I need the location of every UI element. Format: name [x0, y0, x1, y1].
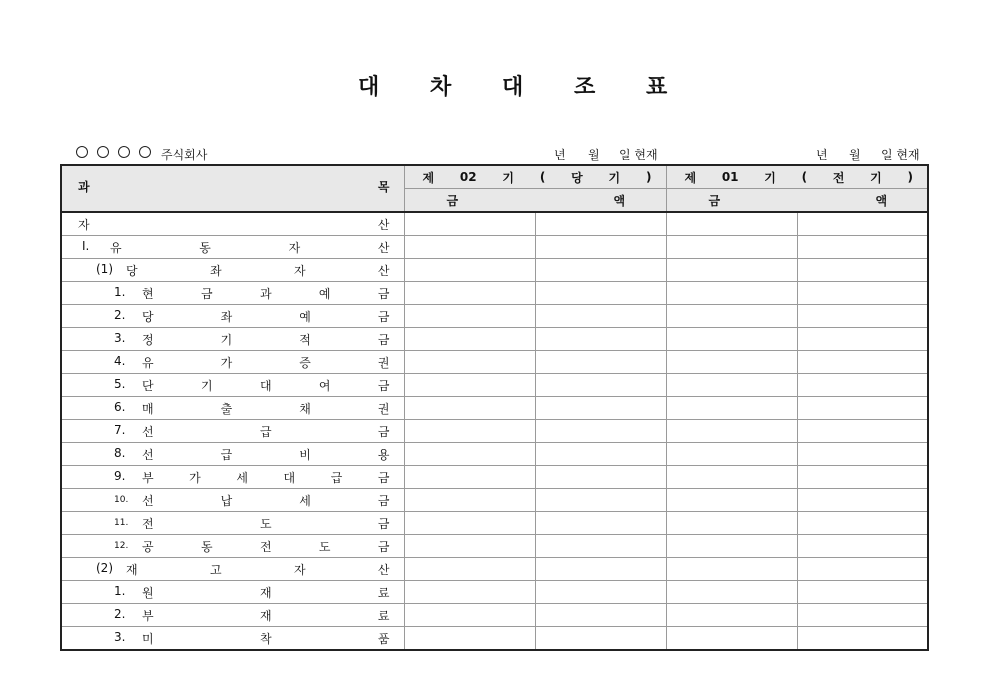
- account-char: 선: [142, 493, 154, 508]
- current-amount-cell[interactable]: [404, 581, 535, 604]
- period-char: ): [645, 170, 652, 184]
- table-row: [61, 259, 928, 282]
- account-name: [142, 397, 390, 419]
- current-amount-cell[interactable]: [535, 212, 666, 236]
- previous-amount-cell[interactable]: [797, 604, 928, 627]
- period-char: (: [801, 170, 808, 184]
- title-char: 표: [646, 75, 668, 100]
- previous-amount-cell[interactable]: [797, 558, 928, 581]
- previous-amount-cell[interactable]: [797, 212, 928, 236]
- current-amount-cell[interactable]: [535, 420, 666, 443]
- amount-previous-header: [666, 189, 928, 213]
- previous-amount-cell[interactable]: [797, 236, 928, 259]
- account-name-cell: [61, 604, 404, 627]
- account-char: 정: [142, 332, 154, 347]
- current-amount-cell[interactable]: [535, 328, 666, 351]
- previous-amount-cell[interactable]: [797, 627, 928, 651]
- title-char: 조: [574, 75, 596, 100]
- circle-mark-icon: [76, 146, 88, 158]
- period-previous-header: [666, 165, 928, 189]
- account-name-cell: [61, 535, 404, 558]
- previous-amount-cell[interactable]: [797, 489, 928, 512]
- account-char: 비: [299, 447, 311, 462]
- date-previous-day: 일 현재: [881, 148, 920, 162]
- account-char: 금: [377, 309, 390, 324]
- account-char: 기: [220, 332, 233, 347]
- account-char: 재: [259, 585, 272, 600]
- account-name: [142, 466, 390, 488]
- account-char: 전: [142, 516, 154, 531]
- current-amount-cell[interactable]: [535, 581, 666, 604]
- previous-amount-cell[interactable]: [666, 397, 797, 420]
- current-amount-cell[interactable]: [404, 627, 535, 651]
- item-number: 5.: [114, 377, 126, 391]
- account-name: [110, 236, 390, 258]
- table-row: [61, 282, 928, 305]
- account-char: 금: [377, 286, 390, 301]
- account-char: 유: [142, 355, 154, 370]
- account-name-cell: [61, 236, 404, 259]
- account-header-cell: [61, 165, 404, 212]
- item-number: 11.: [114, 518, 129, 528]
- account-name-cell: [61, 351, 404, 374]
- current-amount-cell[interactable]: [404, 236, 535, 259]
- current-amount-cell[interactable]: [404, 558, 535, 581]
- company-mark: [76, 146, 160, 160]
- previous-amount-cell[interactable]: [797, 397, 928, 420]
- account-char: 급: [259, 424, 272, 439]
- account-char: 부: [142, 470, 154, 485]
- previous-amount-cell[interactable]: [666, 282, 797, 305]
- account-char: 산: [377, 263, 390, 278]
- account-char: 금: [377, 470, 390, 485]
- previous-amount-cell[interactable]: [797, 443, 928, 466]
- current-amount-cell[interactable]: [535, 282, 666, 305]
- table-row: [61, 581, 928, 604]
- account-name-cell: [61, 443, 404, 466]
- account-name: [142, 443, 390, 465]
- previous-amount-cell[interactable]: [666, 259, 797, 282]
- account-char: 기: [200, 378, 213, 393]
- previous-amount-cell[interactable]: [666, 305, 797, 328]
- account-char: 원: [142, 585, 154, 600]
- period-char: 기: [764, 170, 776, 185]
- current-amount-cell[interactable]: [404, 282, 535, 305]
- date-previous-month: 월: [849, 148, 861, 162]
- account-char: 선: [142, 447, 154, 462]
- company-date-line: [76, 146, 926, 162]
- date-current-day: 일 현재: [619, 148, 658, 162]
- account-char: 산: [377, 562, 390, 577]
- account-char: 증: [299, 355, 311, 370]
- account-char: 료: [377, 608, 390, 623]
- account-name-cell: [61, 489, 404, 512]
- account-name-cell: [61, 627, 404, 651]
- account-name-cell: [61, 374, 404, 397]
- item-number: 8.: [114, 446, 126, 460]
- balance-sheet-table: [60, 164, 929, 651]
- date-previous-year: 년: [816, 148, 828, 162]
- item-number: 6.: [114, 400, 126, 414]
- account-char: 예: [318, 286, 331, 301]
- table-row: [61, 627, 928, 651]
- period-char: 기: [870, 170, 882, 185]
- amount-right-label: 액: [613, 194, 626, 208]
- account-char: 매: [142, 401, 154, 416]
- previous-amount-cell[interactable]: [797, 420, 928, 443]
- account-name: [142, 627, 390, 649]
- account-char: 당: [126, 263, 138, 278]
- current-amount-cell[interactable]: [404, 512, 535, 535]
- account-name: [142, 604, 390, 626]
- account-char: 용: [377, 447, 390, 462]
- table-row: [61, 512, 928, 535]
- table-row: [61, 604, 928, 627]
- account-char: 급: [220, 447, 233, 462]
- current-amount-cell[interactable]: [535, 351, 666, 374]
- current-amount-cell[interactable]: [404, 351, 535, 374]
- previous-amount-cell[interactable]: [797, 351, 928, 374]
- account-name-cell: [61, 420, 404, 443]
- previous-amount-cell[interactable]: [666, 328, 797, 351]
- table-row: [61, 212, 928, 236]
- account-name: [142, 374, 390, 396]
- account-char: 출: [220, 401, 233, 416]
- current-amount-cell[interactable]: [535, 627, 666, 651]
- item-number: Ⅰ.: [82, 239, 90, 253]
- account-name: [142, 420, 390, 442]
- document-title: [0, 70, 990, 104]
- current-amount-cell[interactable]: [535, 489, 666, 512]
- account-name: [142, 535, 390, 557]
- account-name-cell: [61, 397, 404, 420]
- previous-amount-cell[interactable]: [666, 489, 797, 512]
- period-current-header: [404, 165, 666, 189]
- table-row: [61, 558, 928, 581]
- account-char: 선: [142, 424, 154, 439]
- table-row: [61, 420, 928, 443]
- account-name-cell: [61, 581, 404, 604]
- account-char: 권: [377, 355, 390, 370]
- period-previous-label: [685, 166, 914, 188]
- account-name: [126, 259, 390, 281]
- current-amount-cell[interactable]: [404, 466, 535, 489]
- item-number: 1.: [114, 285, 126, 299]
- account-char: 착: [259, 631, 272, 646]
- account-char: 료: [377, 585, 390, 600]
- previous-amount-cell[interactable]: [666, 512, 797, 535]
- circle-mark-icon: [118, 146, 130, 158]
- current-amount-cell[interactable]: [404, 212, 535, 236]
- current-amount-cell[interactable]: [404, 397, 535, 420]
- amount-current-header: [404, 189, 666, 213]
- period-char: 02: [459, 170, 477, 184]
- previous-amount-cell[interactable]: [666, 212, 797, 236]
- item-number: 3.: [114, 331, 126, 345]
- previous-amount-cell[interactable]: [666, 374, 797, 397]
- account-char: 적: [299, 332, 311, 347]
- account-char: 전: [259, 539, 272, 554]
- account-char: 산: [377, 240, 390, 255]
- previous-amount-cell[interactable]: [797, 305, 928, 328]
- previous-amount-cell[interactable]: [666, 236, 797, 259]
- item-number: 1.: [114, 584, 126, 598]
- previous-amount-cell[interactable]: [797, 535, 928, 558]
- previous-amount-cell[interactable]: [666, 558, 797, 581]
- account-char: 자: [293, 562, 306, 577]
- current-amount-cell[interactable]: [404, 604, 535, 627]
- period-char: 기: [608, 170, 621, 185]
- table-row: [61, 236, 928, 259]
- account-char: 금: [200, 286, 213, 301]
- item-number: 12.: [114, 541, 129, 551]
- account-char: 자: [293, 263, 306, 278]
- current-amount-cell[interactable]: [535, 443, 666, 466]
- item-number: (1): [96, 262, 113, 276]
- account-name-cell: [61, 282, 404, 305]
- account-name: [142, 282, 390, 304]
- current-amount-cell[interactable]: [404, 489, 535, 512]
- table-row: [61, 443, 928, 466]
- account-char: 금: [377, 493, 390, 508]
- period-char: 제: [422, 170, 435, 185]
- account-name: [142, 581, 390, 603]
- account-char: 산: [377, 217, 390, 232]
- table-row: [61, 535, 928, 558]
- account-char: 동: [199, 240, 211, 255]
- account-char: 급: [330, 470, 343, 485]
- period-char: 전: [832, 170, 845, 185]
- previous-amount-cell[interactable]: [666, 581, 797, 604]
- current-amount-cell[interactable]: [404, 535, 535, 558]
- previous-amount-cell[interactable]: [666, 351, 797, 374]
- account-char: 금: [377, 424, 390, 439]
- table-row: [61, 351, 928, 374]
- current-amount-cell[interactable]: [404, 259, 535, 282]
- account-char: 도: [259, 516, 272, 531]
- period-char: 제: [684, 170, 697, 185]
- current-amount-cell[interactable]: [404, 443, 535, 466]
- account-header-left: 과: [78, 180, 90, 194]
- current-amount-cell[interactable]: [404, 420, 535, 443]
- amount-right-label: 액: [875, 194, 888, 208]
- account-char: 금: [377, 516, 390, 531]
- account-char: 여: [318, 378, 331, 393]
- account-name: [142, 305, 390, 327]
- account-char: 세: [236, 470, 248, 485]
- account-name-cell: [61, 466, 404, 489]
- account-name: [78, 213, 390, 235]
- circle-mark-icon: [139, 146, 151, 158]
- account-name-cell: [61, 212, 404, 236]
- account-name-cell: [61, 305, 404, 328]
- current-amount-cell[interactable]: [535, 374, 666, 397]
- account-name-cell: [61, 558, 404, 581]
- previous-amount-cell[interactable]: [666, 420, 797, 443]
- table-row: [61, 374, 928, 397]
- current-amount-cell[interactable]: [535, 236, 666, 259]
- account-char: 금: [377, 332, 390, 347]
- balance-sheet-body: [61, 212, 928, 650]
- account-name: [142, 512, 390, 534]
- previous-amount-cell[interactable]: [666, 466, 797, 489]
- item-number: 3.: [114, 630, 126, 644]
- account-name: [126, 558, 390, 580]
- title-char: 대: [358, 75, 380, 100]
- account-char: 금: [377, 539, 390, 554]
- current-amount-cell[interactable]: [404, 305, 535, 328]
- current-amount-cell[interactable]: [535, 512, 666, 535]
- account-char: 도: [318, 539, 331, 554]
- previous-amount-cell[interactable]: [797, 282, 928, 305]
- account-char: 세: [299, 493, 311, 508]
- item-number: 7.: [114, 423, 126, 437]
- account-char: 좌: [209, 263, 222, 278]
- account-char: 자: [288, 240, 301, 255]
- account-char: 공: [142, 539, 154, 554]
- account-char: 예: [299, 309, 311, 324]
- account-char: 현: [142, 286, 154, 301]
- previous-amount-cell[interactable]: [797, 466, 928, 489]
- previous-amount-cell[interactable]: [797, 328, 928, 351]
- previous-amount-cell[interactable]: [666, 535, 797, 558]
- title-char: 대: [502, 75, 524, 100]
- amount-left-label: 금: [708, 194, 721, 208]
- current-amount-cell[interactable]: [535, 305, 666, 328]
- period-char: 기: [502, 170, 515, 185]
- account-char: 대: [259, 378, 272, 393]
- account-name: [142, 328, 390, 350]
- previous-amount-cell[interactable]: [797, 512, 928, 535]
- account-char: 동: [200, 539, 213, 554]
- previous-amount-cell[interactable]: [666, 443, 797, 466]
- period-current-label: [423, 166, 652, 188]
- account-char: 재: [126, 562, 138, 577]
- item-number: 4.: [114, 354, 126, 368]
- period-char: 당: [571, 170, 583, 185]
- account-name: [142, 351, 390, 373]
- previous-amount-cell[interactable]: [797, 581, 928, 604]
- period-char: (: [539, 170, 546, 184]
- previous-amount-cell[interactable]: [797, 259, 928, 282]
- item-number: 2.: [114, 308, 126, 322]
- account-name-cell: [61, 328, 404, 351]
- current-amount-cell[interactable]: [535, 558, 666, 581]
- account-char: 가: [220, 355, 233, 370]
- account-char: 좌: [220, 309, 233, 324]
- date-current-month: 월: [588, 148, 600, 162]
- account-char: 과: [259, 286, 272, 301]
- current-amount-cell[interactable]: [535, 466, 666, 489]
- account-char: 단: [142, 378, 154, 393]
- previous-amount-cell[interactable]: [666, 604, 797, 627]
- date-current-year: 년: [554, 148, 566, 162]
- current-amount-cell[interactable]: [535, 259, 666, 282]
- period-char: ): [907, 170, 913, 184]
- item-number: 2.: [114, 607, 126, 621]
- account-char: 부: [142, 608, 154, 623]
- current-amount-cell[interactable]: [404, 328, 535, 351]
- table-row: [61, 466, 928, 489]
- header-row-period: [61, 165, 928, 189]
- account-char: 당: [142, 309, 154, 324]
- account-header-right: 목: [377, 180, 390, 194]
- amount-left-label: 금: [446, 194, 459, 208]
- account-char: 미: [142, 631, 154, 646]
- account-char: 재: [259, 608, 272, 623]
- account-char: 권: [377, 401, 390, 416]
- account-char: 고: [209, 562, 222, 577]
- title-char: 차: [430, 75, 452, 100]
- account-char: 대: [283, 470, 296, 485]
- account-char: 품: [377, 631, 390, 646]
- item-number: (2): [96, 561, 113, 575]
- item-number: 9.: [114, 469, 126, 483]
- previous-amount-cell[interactable]: [797, 374, 928, 397]
- account-char: 금: [377, 378, 390, 393]
- current-amount-cell[interactable]: [535, 535, 666, 558]
- account-char: 자: [78, 217, 90, 232]
- period-char: 01: [721, 170, 739, 184]
- table-row: [61, 489, 928, 512]
- account-name-cell: [61, 259, 404, 282]
- account-char: 납: [220, 493, 233, 508]
- account-char: 가: [189, 470, 201, 485]
- circle-mark-icon: [97, 146, 109, 158]
- account-char: 채: [299, 401, 311, 416]
- company-name: 주식회사: [161, 148, 208, 162]
- account-name-cell: [61, 512, 404, 535]
- previous-amount-cell[interactable]: [666, 627, 797, 651]
- current-amount-cell[interactable]: [404, 374, 535, 397]
- account-char: 유: [110, 240, 122, 255]
- current-amount-cell[interactable]: [535, 604, 666, 627]
- table-row: [61, 305, 928, 328]
- current-amount-cell[interactable]: [535, 397, 666, 420]
- table-row: [61, 397, 928, 420]
- account-name: [142, 489, 390, 511]
- item-number: 10.: [114, 495, 129, 505]
- table-row: [61, 328, 928, 351]
